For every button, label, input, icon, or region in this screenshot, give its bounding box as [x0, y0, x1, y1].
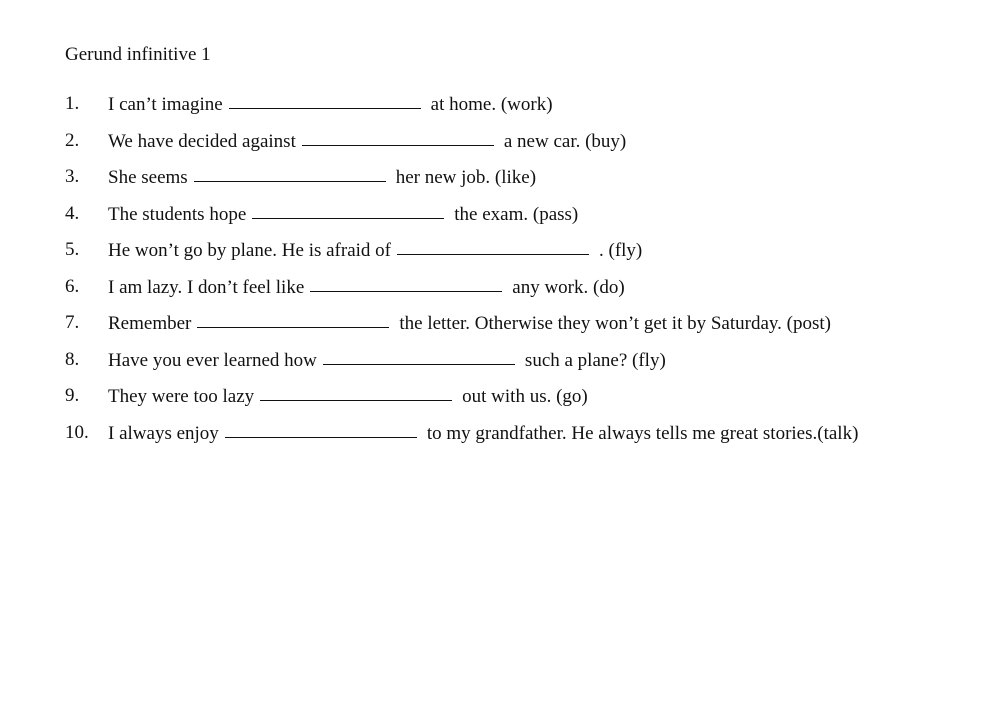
sentence-start: He won’t go by plane. He is afraid of — [108, 240, 391, 261]
exercise-sentence — [108, 238, 642, 263]
sentence-end: to my grandfather. He always tells me great stories.(talk) — [426, 422, 859, 444]
exercise-sentence — [108, 202, 578, 227]
exercise-number: 10. — [65, 421, 89, 443]
answer-blank[interactable] — [194, 164, 386, 182]
sentence-end: her new job. (like) — [395, 167, 537, 188]
answer-blank[interactable] — [197, 310, 389, 328]
answer-blank[interactable] — [397, 237, 589, 255]
exercise-sentence — [108, 129, 626, 154]
worksheet-title: Gerund infinitive 1 — [65, 44, 211, 65]
answer-blank[interactable] — [252, 201, 444, 219]
exercise-number: 6. — [65, 275, 80, 297]
sentence-end: a new car. (buy) — [503, 130, 627, 152]
answer-blank[interactable] — [323, 347, 515, 365]
exercise-number: 3. — [65, 166, 80, 187]
exercise-number: 9. — [65, 385, 80, 406]
sentence-end: . (fly) — [599, 240, 643, 261]
sentence-end: at home. (work) — [430, 94, 553, 115]
exercise-number: 8. — [65, 348, 80, 370]
sentence-end: out with us. (go) — [462, 386, 588, 407]
exercise-number: 1. — [65, 93, 80, 114]
sentence-start: Have you ever learned how — [108, 349, 317, 371]
sentence-start: I always enjoy — [108, 422, 219, 444]
sentence-start: Remember — [108, 313, 192, 334]
exercise-number: 4. — [65, 202, 80, 224]
exercise-number: 5. — [65, 239, 80, 260]
answer-blank[interactable] — [225, 420, 417, 438]
sentence-start: They were too lazy — [108, 386, 255, 407]
sentence-start: I am lazy. I don’t feel like — [108, 276, 305, 298]
sentence-end: the exam. (pass) — [454, 203, 579, 225]
exercise-number: 7. — [65, 312, 80, 333]
sentence-start: We have decided against — [108, 130, 296, 152]
exercise-sentence — [108, 384, 588, 409]
exercise-sentence — [108, 421, 858, 446]
exercise-sentence — [108, 275, 625, 300]
sentence-start: She seems — [108, 167, 188, 188]
answer-blank[interactable] — [229, 91, 421, 109]
sentence-end: any work. (do) — [512, 276, 625, 298]
answer-blank[interactable] — [260, 383, 452, 401]
exercise-sentence — [108, 311, 831, 336]
sentence-end: the letter. Otherwise they won’t get it by Saturday. (post) — [399, 313, 831, 334]
exercise-sentence — [108, 165, 536, 190]
exercise-number: 2. — [65, 129, 80, 151]
exercise-sentence — [108, 348, 666, 373]
sentence-start: The students hope — [108, 203, 247, 225]
sentence-start: I can’t imagine — [108, 94, 223, 115]
sentence-end: such a plane? (fly) — [524, 349, 666, 371]
answer-blank[interactable] — [310, 274, 502, 292]
exercise-sentence — [108, 92, 553, 117]
answer-blank[interactable] — [302, 128, 494, 146]
